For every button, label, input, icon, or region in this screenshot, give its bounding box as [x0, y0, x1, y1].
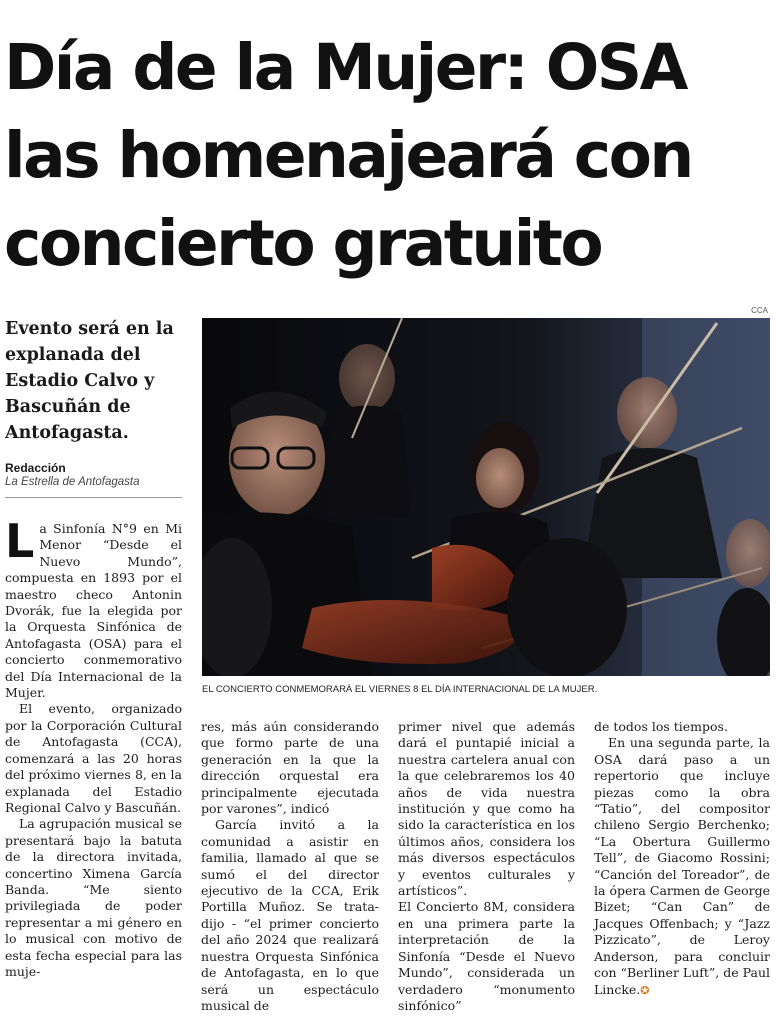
body-paragraph: El evento, organizado por la Corporación Cultural de Antofagasta (CCA), comenzará a las 20 horas del próximo viernes 8, en la explanada del Estadio Regional Calvo y Bascuñán. — [5, 701, 182, 815]
photo-caption: EL CONCIERTO CONMEMORARÁ EL VIERNES 8 EL DÍA INTERNACIONAL DE LA MUJER. — [202, 684, 598, 695]
body-paragraph: El Concierto 8M, considera en una primera parte la interpretación de la Sinfonía “Desde el Nuevo Mundo”, considerada un verdadero “monumento sinfónico” — [398, 899, 575, 1013]
body-paragraph: La agrupación musical se presentará bajo la batuta de la directora invitada, concertino Ximena García Banda. “Me siento privilegiada de poder representar a mi género en lo musical con motivo de esta fecha especial para las muje- — [5, 816, 182, 979]
subheadline-line: Antofagasta. — [5, 423, 129, 443]
body-column-2 — [201, 719, 379, 1014]
body-text: a Sinfonía N°9 en Mi Menor “Desde el Nuevo Mundo”, compuesta en 1893 por el maestro checo Antonin Dvorák, fue la elegida por la Orquesta Sinfónica de Antofagasta (OSA) para el concierto conmemorativo del Día Internacional de la Mujer. — [5, 521, 182, 701]
byline-author: Redacción — [5, 461, 66, 475]
orchestra-photo-illustration — [202, 318, 770, 676]
end-mark-icon: ✪ — [640, 983, 650, 997]
body-paragraph — [594, 735, 770, 999]
subheadline — [5, 316, 191, 446]
headline-line: las homenajeará con — [4, 119, 692, 192]
dropcap: L — [5, 514, 35, 568]
headline-line: Día de la Mujer: OSA — [4, 31, 686, 104]
body-text: En una segunda parte, la OSA dará paso a un repertorio que incluye piezas como la obra “Tatio”, del compositor chileno Sergio Berchenko; “La Obertura Guillermo Tell”, de Giacomo Rossini; “Canción del Toreador”, de la ópera Carmen de George Bizet; “Can Can” de Jacques Offenbach; y “Jazz Pizzicato”, de Leroy Anderson, para concluir con “Berliner Luft”, de Paul Lincke. — [594, 735, 770, 997]
byline-divider — [5, 497, 182, 498]
body-paragraph — [5, 514, 182, 701]
byline-publication: La Estrella de Antofagasta — [5, 476, 140, 488]
body-paragraph: de todos los tiempos. — [594, 719, 728, 734]
body-paragraph: García invitó a la comunidad a asistir en familia, llamado al que se sumó el del director ejecutivo de la CCA, Erik Portilla Muñoz. Se trata- dijo - “el primer concierto del año 2024 que realizará nuestra Orquesta Sinfónica de Antofagasta, en lo que será un espectáculo musical de — [201, 817, 379, 1013]
headline — [4, 24, 772, 288]
subheadline-line: explanada del — [5, 345, 141, 365]
article-photo — [202, 318, 770, 676]
body-paragraph: res, más aún considerando que formo parte de una generación en la que la dirección orquestal era principalmente ejecutada por varones”, indicó — [201, 719, 379, 817]
body-paragraph: primer nivel que además dará el puntapié inicial a nuestra cartelera anual con la que celebraremos los 40 años de vida nuestra institución y que como ha sido la característica en los últimos años, considera los más diversos espectáculos y eventos culturales y artísticos”. — [398, 719, 575, 899]
body-column-4 — [594, 719, 770, 999]
body-column-3 — [398, 719, 575, 1014]
subheadline-line: Evento será en la — [5, 319, 174, 339]
subheadline-line: Estadio Calvo y — [5, 371, 155, 391]
photo-credit: CCA — [751, 306, 768, 315]
subheadline-line: Bascuñán de — [5, 397, 131, 417]
body-column-1 — [5, 514, 182, 980]
headline-line: concierto gratuito — [4, 207, 602, 280]
